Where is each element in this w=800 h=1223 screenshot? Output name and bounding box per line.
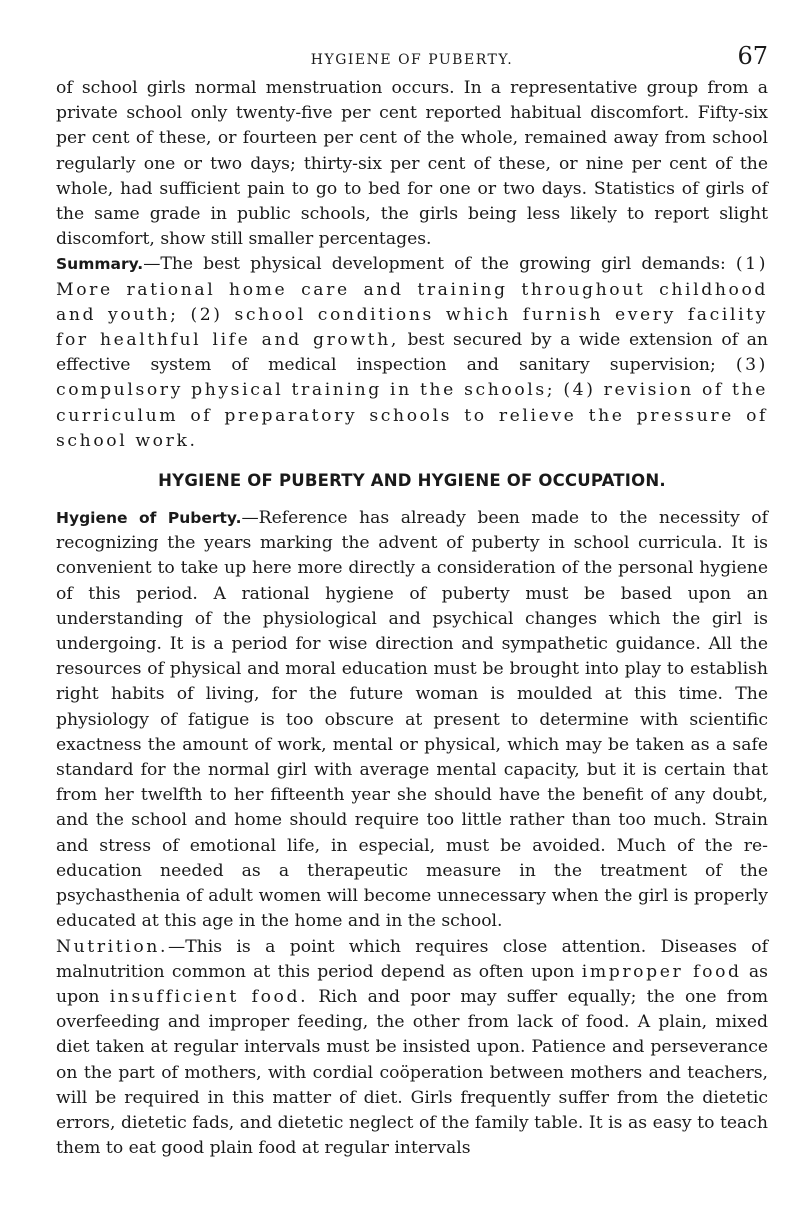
summary-normal-text: best secured by a wide extension of an effective system of medical inspection and sanitary supervision; xyxy=(56,330,768,376)
paragraph-summary xyxy=(56,252,768,454)
nutrition-spaced-1: improper food xyxy=(581,961,742,982)
paragraph-nutrition xyxy=(56,935,768,1162)
running-title: HYGIENE OF PUBERTY. xyxy=(310,52,514,68)
puberty-text: —Reference has already been made to the necessity of recognizing the years marking the advent of puberty in school curricula. It is convenient to take up here more directly a consideration of the personal hygiene of this period. A rational hygiene of puberty must be based upon an understanding of the physiological and psychical changes which the girl is undergoing. It is a period for wise direction and sympathetic guidance. All the resources of physical and moral education must be brought into play to establish right habits of living, for the future woman is moulded at this time. The physiology of fatigue is too obscure at present to determine with scientific exactness the amount of work, mental or physical, which may be taken as a safe standard for the normal girl with average mental capacity, but it is certain that from her twelfth to her fifteenth year she should have the benefit of any doubt, and the school and home should require too little rather than too much. Strain and stress of emotional life, in especial, must be avoided. Much of the re-education needed as a therapeutic measure in the treatment of the psychasthenia of adult women will become unnecessary when the girl is properly educated at this age in the home and in the school. xyxy=(56,508,769,932)
nutrition-label: Nutrition. xyxy=(56,936,169,957)
section-heading: HYGIENE OF PUBERTY AND HYGIENE OF OCCUPATION. xyxy=(158,471,666,491)
page-number: 67 xyxy=(737,42,768,70)
book-page xyxy=(56,42,769,1161)
running-head xyxy=(56,42,768,76)
nutrition-text-1: —This is a point which requires close attention. Diseases of malnutrition common at this period depend as often upon xyxy=(56,936,768,982)
paragraph-statistics: of school girls normal menstruation occurs. In a representative group from a private school only twenty-five per cent reported habitual discomfort. Fifty-six per cent of these, or fourteen per cent of the whole, remained away from school regularly one or two days; thirty-six per cent of these, or nine per cent of the whole, had sufficient pain to go to bed for one or two days. Statistics of girls of the same grade in public schools, the girls being less likely to report slight discomfort, show still smaller percentages. xyxy=(56,78,768,250)
summary-label: Summary. xyxy=(56,255,144,274)
summary-spaced-end: (3) compulsory physical training in the schools; (4) revision of the curriculum of preparatory schools to relieve the pressure of school work. xyxy=(56,355,768,451)
summary-spaced-text: (1) More rational home care and training throughout childhood and youth; (2) school conditions which furnish every facility for healthful life and growth, xyxy=(56,254,769,351)
nutrition-spaced-2: insufficient food. xyxy=(109,986,309,1007)
nutrition-text-2: as upon xyxy=(56,961,768,1007)
paragraph-puberty xyxy=(56,506,768,934)
nutrition-text-3: Rich and poor may suffer equally; the one from overfeeding and improper feeding, the other from lack of food. A plain, mixed diet taken at regular intervals must be insisted upon. Patience and perseverance on the part of mothers, with cordial coöperation between mothers and teachers, will be required in this matter of diet. Girls frequently suffer from the dietetic errors, dietetic fads, and dietetic neglect of the family table. It is as easy to teach them to eat good plain food at regular intervals xyxy=(56,986,768,1159)
summary-intro: —The best physical development of the growing girl demands: xyxy=(143,254,726,275)
puberty-label: Hygiene of Puberty. xyxy=(56,509,242,528)
